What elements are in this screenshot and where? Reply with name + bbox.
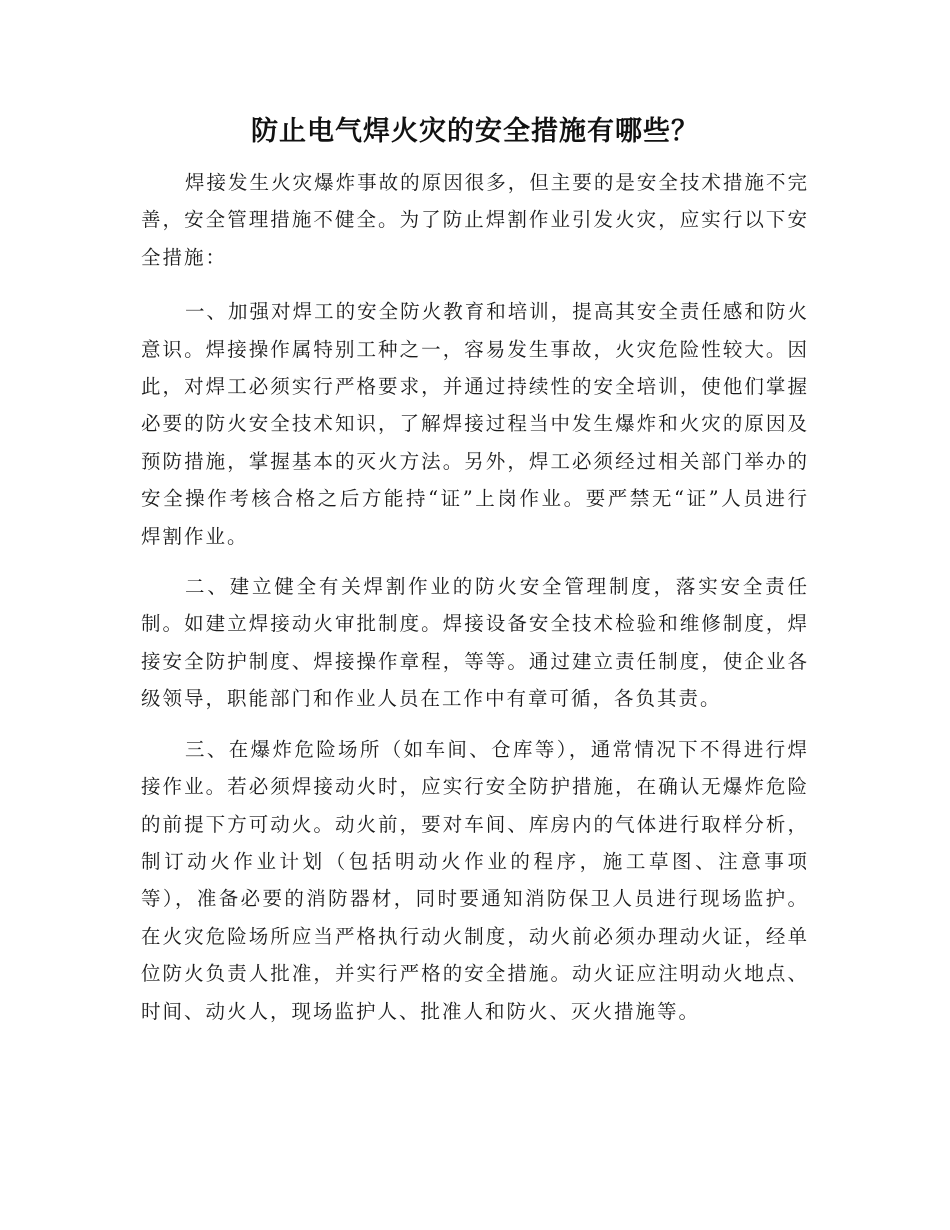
paragraph-spacer — [141, 718, 809, 731]
paragraph-spacer — [141, 276, 809, 293]
document-body — [141, 164, 809, 1030]
paragraph-measure-3: 三、在爆炸危险场所（如车间、仓库等），通常情况下不得进行焊接作业。若必须焊接动火时，应实行安全防护措施，在确认无爆炸危险的前提下方可动火。动火前，要对车间、库房内的气体进行取样分析，制订动火作业计划（包括明动火作业的程序，施工草图、注意事项等），准备必要的消防器材，同时要通知消防保卫人员进行现场监护。在火灾危险场所应当严格执行动火制度，动火前必须办理动火证，经单位防火负责人批准，并实行严格的安全措施。动火证应注明动火地点、时间、动火人，现场监护人、批准人和防火、灭火措施等。 — [141, 737, 809, 1023]
paragraph-measure-2: 二、建立健全有关焊割作业的防火安全管理制度，落实安全责任制。如建立焊接动火审批制度。焊接设备安全技术检验和维修制度，焊接安全防护制度、焊接操作章程，等等。通过建立责任制度，使企业各级领导，职能部门和作业人员在工作中有章可循，各负其责。 — [141, 575, 809, 711]
paragraph-intro: 焊接发生火灾爆炸事故的原因很多，但主要的是安全技术措施不完善，安全管理措施不健全。为了防止焊割作业引发火灾，应实行以下安全措施： — [141, 171, 809, 269]
document-title: 防止电气焊火灾的安全措施有哪些？ — [251, 116, 699, 147]
paragraph-spacer — [141, 555, 809, 568]
paragraph-measure-1: 一、加强对焊工的安全防火教育和培训，提高其安全责任感和防火意识。焊接操作属特别工种之一，容易发生事故，火灾危险性较大。因此，对焊工必须实行严格要求，并通过持续性的安全培训，使他们掌握必要的防火安全技术知识，了解焊接过程当中发生爆炸和火灾的原因及预防措施，掌握基本的灭火方法。另外，焊工必须经过相关部门举办的安全操作考核合格之后方能持“证”上岗作业。要严禁无“证”人员进行焊割作业。 — [141, 300, 809, 548]
